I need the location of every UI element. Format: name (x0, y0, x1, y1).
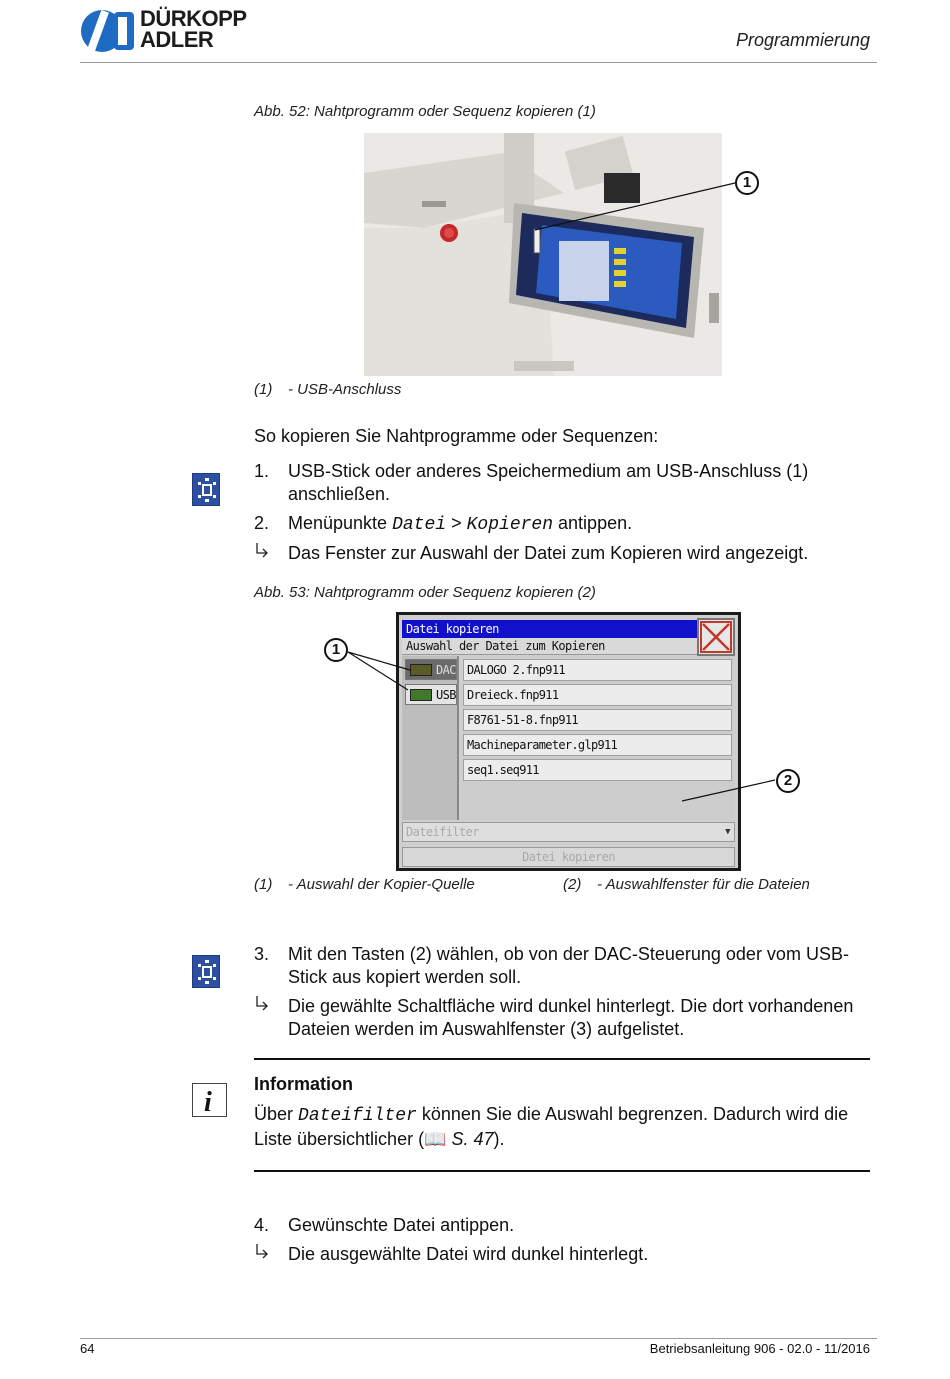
book-icon: 📖 (424, 1129, 447, 1149)
figure-2-legend-2 (563, 876, 810, 893)
step-2 (254, 512, 874, 537)
legend-text: - Auswahl der Kopier-Quelle (288, 876, 475, 893)
hand-action-icon (193, 956, 221, 989)
callout-1-fig1: 1 (735, 171, 759, 195)
svg-text:i: i (204, 1087, 212, 1116)
footer-divider (80, 1338, 877, 1339)
step-1 (254, 460, 874, 506)
result-1 (254, 542, 874, 565)
menu-separator: > (446, 513, 467, 533)
file-row[interactable]: F8761-51-8.fnp911 (463, 709, 732, 731)
step-number: 2. (254, 513, 270, 533)
figure-2-legend-1 (254, 876, 475, 893)
result-3 (254, 1243, 874, 1266)
step-number: 3. (254, 944, 270, 964)
result-text: Die ausgewählte Datei wird dunkel hinterlegt. (288, 1244, 649, 1264)
step-text (288, 512, 874, 537)
header-divider (80, 62, 877, 63)
file-row[interactable]: Machineparameter.glp911 (463, 734, 732, 756)
file-row[interactable]: Dreieck.fnp911 (463, 684, 732, 706)
step-3 (254, 943, 874, 989)
callout-1-fig2: 1 (324, 638, 348, 662)
info-title: Information (254, 1074, 353, 1094)
file-row[interactable]: seq1.seq911 (463, 759, 732, 781)
info-post: ). (493, 1129, 505, 1149)
brand-line-1: DÜRKOPP (140, 6, 247, 31)
copy-file-button[interactable]: Datei kopieren (402, 847, 735, 867)
result-arrow-icon (254, 542, 288, 566)
figure-2-leader-lines (330, 640, 810, 810)
result-text: Die gewählte Schaltfläche wird dunkel hinterlegt. Die dort vorhandenen Dateien werden im Auswahlfenster (3) aufgelistet. (288, 996, 854, 1039)
legend-number: (2) (563, 876, 582, 893)
figure-1-legend (254, 381, 401, 398)
file-row[interactable]: DALOGO 2.fnp911 (463, 659, 732, 681)
info-mid: können Sie die Auswahl begrenzen. Dadurch wird die Liste übersichtlicher ( (254, 1104, 849, 1149)
result-arrow-icon (254, 995, 288, 1019)
info-pre: Über (254, 1104, 299, 1124)
intro-text: So kopieren Sie Nahtprogramme oder Sequenzen: (254, 426, 659, 446)
result-text: Das Fenster zur Auswahl der Datei zum Kopieren wird angezeigt. (288, 543, 809, 563)
file-filter-dropdown[interactable] (402, 822, 735, 842)
info-code: Dateifilter (298, 1106, 417, 1126)
chevron-down-icon: ▼ (725, 827, 730, 837)
legend-number: (1) (254, 381, 273, 398)
source-dac-label: DAC (436, 663, 456, 677)
info-top-rule (254, 1058, 870, 1060)
hand-action-icon (193, 474, 221, 507)
brand-name (140, 8, 247, 50)
page-reference[interactable]: S. 47 (446, 1129, 494, 1149)
step-text: USB-Stick oder anderes Speichermedium am USB-Anschluss (1) anschließen. (288, 461, 809, 504)
action-step-icon (192, 955, 220, 988)
menu-kopieren: Kopieren (466, 515, 554, 535)
step-text-pre: Menüpunkte (288, 513, 393, 533)
callout-2-fig2: 2 (776, 769, 800, 793)
info-text (254, 1103, 870, 1151)
step-text-post: antippen. (553, 513, 633, 533)
brand-logo-icon (80, 8, 136, 54)
step-number: 4. (254, 1215, 270, 1235)
screen-title: Datei kopieren (402, 620, 699, 638)
figure-1-leader-line (530, 170, 760, 240)
result-arrow-icon (254, 1243, 288, 1267)
screen-subtitle: Auswahl der Datei zum Kopieren (402, 638, 699, 655)
action-step-icon (192, 473, 220, 506)
information-icon (192, 1083, 227, 1117)
step-text: Mit den Tasten (2) wählen, ob von der DAC-Steuerung oder vom USB-Stick aus kopiert werden soll. (288, 944, 849, 987)
step-4 (254, 1214, 874, 1237)
brand-line-2: ADLER (140, 27, 214, 52)
page-number: 64 (80, 1341, 95, 1356)
step-number: 1. (254, 461, 270, 481)
legend-text: - USB-Anschluss (288, 381, 402, 398)
legend-text: - Auswahlfenster für die Dateien (597, 876, 810, 893)
document-id: Betriebsanleitung 906 - 02.0 - 11/2016 (649, 1341, 870, 1356)
step-text: Gewünschte Datei antippen. (288, 1215, 515, 1235)
source-usb-label: USB (436, 688, 456, 702)
result-2 (254, 995, 874, 1041)
figure-2-caption: Abb. 53: Nahtprogramm oder Sequenz kopieren (2) (254, 584, 596, 601)
section-title: Programmierung (735, 30, 870, 50)
brand-logo (80, 8, 270, 56)
figure-1-caption: Abb. 52: Nahtprogramm oder Sequenz kopieren (1) (254, 103, 596, 120)
legend-number: (1) (254, 876, 273, 893)
info-bottom-rule (254, 1170, 870, 1172)
file-filter-label: Dateifilter (406, 825, 479, 839)
menu-datei: Datei (392, 515, 447, 535)
